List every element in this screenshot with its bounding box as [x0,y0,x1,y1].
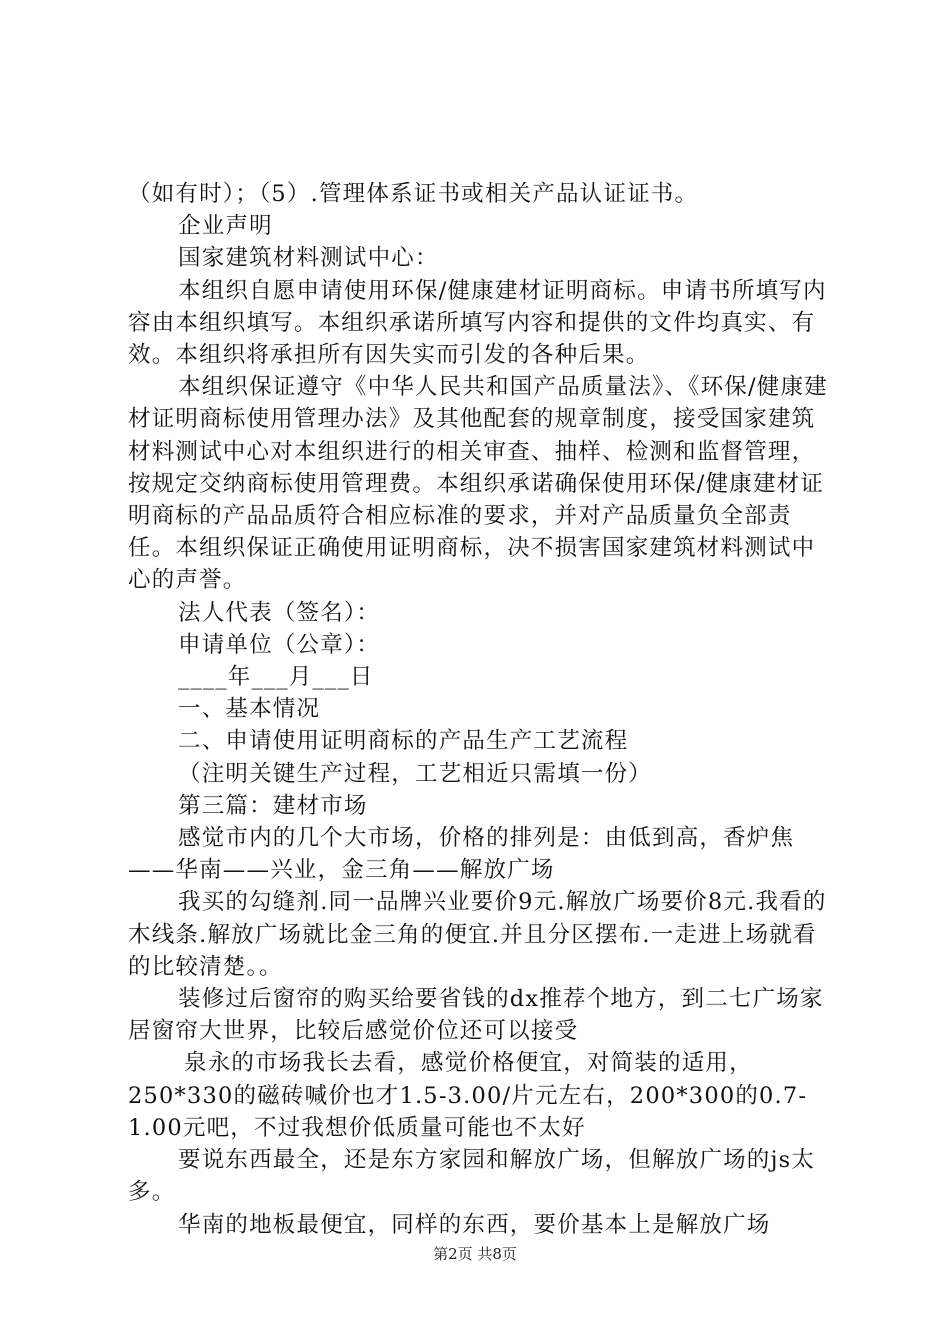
paragraph: 本组织自愿申请使用环保/健康建材证明商标。申请书所填写内容由本组织填写。本组织承诺所填写内容和提供的文件均真实、有效。本组织将承担所有因失实而引发的各种后果。 [128,277,827,369]
seal-line: 申请单位（公章）： [178,631,381,658]
paragraph: 本组织保证遵守《中华人民共和国产品质量法》、《环保/健康建材证明商标使用管理办法》及其他配套的规章制度，接受国家建筑材料测试中心对本组织进行的相关审查、抽样、检测和监督管理，按规定交纳商标使用管理费。本组织承诺确保使用环保/健康建材证明商标的产品品质符合相应标准的要求，并对产品质量负全部责任。本组织保证正确使用证明商标，决不损害国家建筑材料测试中心的声誉。 [128,374,828,594]
paragraph: 我买的勾缝剂.同一品牌兴业要价9元.解放广场要价8元.我看的木线条.解放广场就比金三角的便宜.并且分区摆布.一走进上场就看的比较清楚。。 [128,889,827,980]
paragraph: 华南的地板最便宜，同样的东西，要价基本上是解放广场 [178,1211,771,1238]
paragraph: 要说东西最全，还是东方家园和解放广场，但解放广场的js太多。 [128,1147,816,1206]
paragraph: 装修过后窗帘的购买给要省钱的dx推荐个地方，到二七广场家居窗帘大世界，比较后感觉价位还可以接受 [128,986,824,1045]
date-line: ____年___月___日 [178,664,374,691]
chapter-title: 第三篇：建材市场 [178,792,368,819]
section-heading: 一、基本情况 [178,696,321,723]
section-heading: 企业声明 [178,213,273,240]
note: （注明关键生产过程，工艺相近只需填一份） [178,760,653,787]
signature-line: 法人代表（签名）： [178,599,381,626]
section-heading: 二、申请使用证明商标的产品生产工艺流程 [178,728,629,755]
document-body [128,178,836,1241]
paragraph: （如有时）；（5）.管理体系证书或相关产品认证证书。 [128,181,699,207]
addressee: 国家建筑材料测试中心： [178,245,439,272]
paragraph: 泉永的市场我长去看，感觉价格便宜，对简装的适用，250*330的磁砖喊价也才1.5-3.00/片元左右，200*300的0.7-1.00元吧，不过我想价低质量可能也不太好 [128,1050,808,1141]
paragraph: 感觉市内的几个大市场，价格的排列是：由低到高，香炉焦——华南——兴业，金三角——解放广场 [128,825,795,884]
page-number-footer: 第2页 共8页 [433,1245,517,1263]
